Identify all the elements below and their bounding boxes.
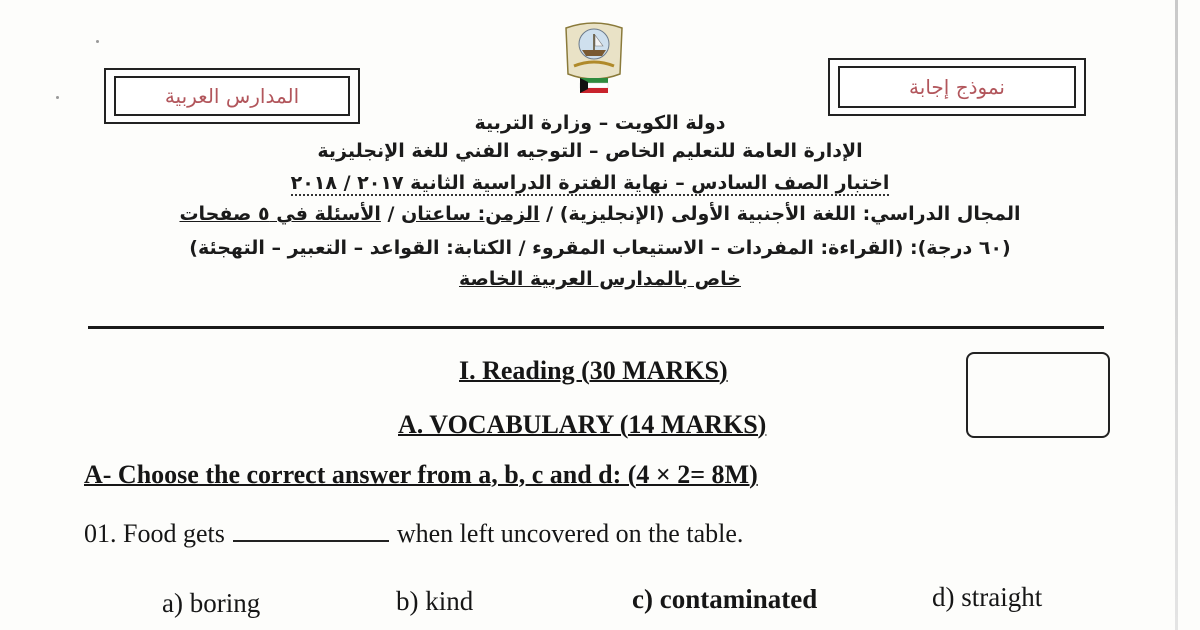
school-type-box xyxy=(104,68,360,124)
answer-key-box xyxy=(828,58,1086,116)
subject-line xyxy=(160,203,1040,225)
schools-note-line: خاص بالمدارس العربية الخاصة xyxy=(459,268,741,290)
subject-field: المجال الدراسي: اللغة الأجنبية الأولى (الإنجليزية) / xyxy=(539,203,1021,225)
option-b: b) kind xyxy=(396,586,474,616)
department-line: الإدارة العامة للتعليم الخاص – التوجيه الفني للغة الإنجليزية xyxy=(317,140,863,162)
question-01-suffix: when left uncovered on the table. xyxy=(396,519,744,548)
option-a: a) boring xyxy=(162,588,261,618)
option-d: d) straight xyxy=(932,582,1043,612)
answer-key-label: نموذج إجابة xyxy=(838,66,1076,108)
paper-edge xyxy=(1175,0,1178,630)
scan-speck xyxy=(56,96,59,99)
answer-blank xyxy=(233,518,389,542)
ministry-line: دولة الكويت – وزارة التربية xyxy=(474,112,726,134)
score-box xyxy=(966,352,1110,438)
question-01 xyxy=(84,518,743,549)
scan-speck xyxy=(96,40,99,43)
reading-section-title: I. Reading (30 MARKS) xyxy=(459,356,728,385)
school-type-label: المدارس العربية xyxy=(114,76,350,116)
page-count: الأسئلة في ٥ صفحات xyxy=(179,203,381,225)
question-01-prefix: 01. Food gets xyxy=(84,519,225,548)
header-divider xyxy=(88,326,1104,329)
exam-duration: الزمن: ساعتان xyxy=(401,203,540,225)
question-instruction: A- Choose the correct answer from a, b, c and d: (4 × 2= 8M) xyxy=(84,460,758,489)
exam-title-line xyxy=(230,172,950,194)
option-c-correct: c) contaminated xyxy=(632,584,818,614)
subject-separator: / xyxy=(380,203,402,225)
exam-title-text: اختبار الصف السادس – نهاية الفترة الدراسية الثانية ٢٠١٧ / ٢٠١٨ xyxy=(290,172,890,194)
marks-breakdown-line: (٦٠ درجة): (القراءة: المفردات – الاستيعاب المقروء / الكتابة: القواعد – التعبير – التهجئة) xyxy=(189,237,1011,259)
kuwait-emblem-icon xyxy=(558,20,630,104)
vocabulary-section-title: A. VOCABULARY (14 MARKS) xyxy=(398,410,767,439)
